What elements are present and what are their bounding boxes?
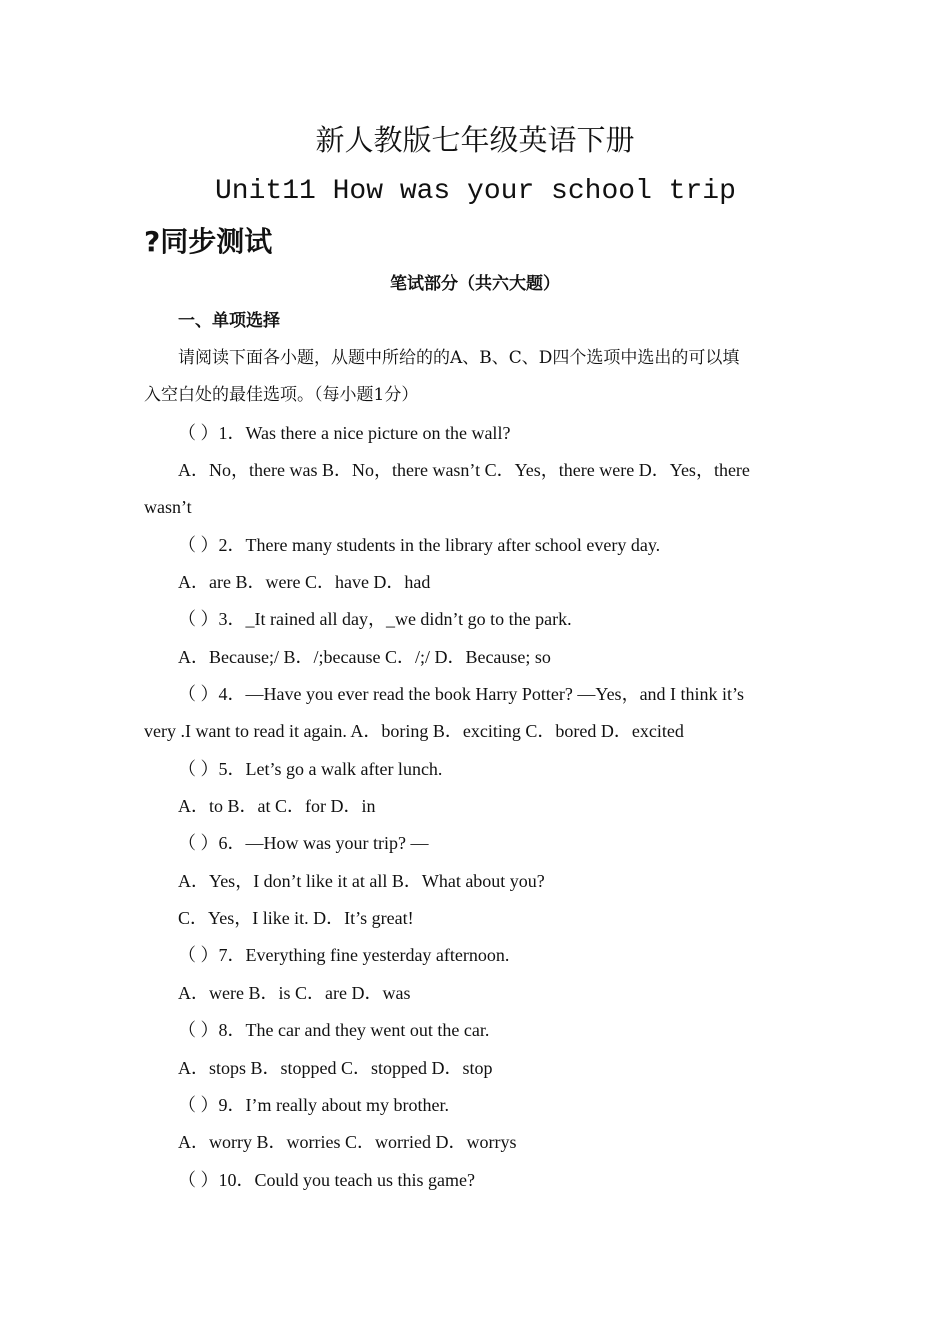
options-8: A．stops B．stopped C．stopped D．stop: [178, 1058, 493, 1078]
question-10: （ ）10．Could you teach us this game?: [178, 1170, 475, 1190]
options-1-continued: wasn’t: [144, 497, 192, 517]
options-5: A．to B．at C．for D．in: [178, 796, 376, 816]
section-subtitle: 笔试部分（共六大题）: [390, 274, 560, 294]
question-1: （ ）1．Was there a nice picture on the wall?: [178, 423, 511, 443]
section-heading: 一、单项选择: [178, 311, 280, 331]
question-4: （ ）4．—Have you ever read the book Harry Potter? —Yes，and I think it’s: [178, 684, 745, 704]
options-9: A．worry B．worries C．worried D．worrys: [178, 1132, 517, 1152]
options-3: A．Because;/ B．/;because C．/;/ D．Because; so: [178, 647, 551, 667]
question-3: （ ）3．_It rained all day，_we didn’t go to the park.: [178, 609, 572, 629]
options-7: A．were B．is C．are D．was: [178, 983, 411, 1003]
question-6: （ ）6．—How was your trip? —: [178, 833, 429, 853]
document-title-chinese: 新人教版七年级英语下册: [315, 123, 635, 157]
question-9: （ ）9．I’m really about my brother.: [178, 1095, 449, 1115]
question-5: （ ）5．Let’s go a walk after lunch.: [178, 759, 443, 779]
options-6-ab: A．Yes，I don’t like it at all B．What about you?: [178, 871, 545, 891]
document-title-suffix: ?同步测试: [144, 225, 273, 258]
options-1: A．No，there was B．No，there wasn’t C．Yes，there were D．Yes，there: [178, 460, 750, 480]
instruction-line-2: 入空白处的最佳选项。（每小题1分）: [144, 385, 419, 405]
question-2: （ ）2．There many students in the library after school every day.: [178, 535, 661, 555]
question-4-continued: very .I want to read it again. A．boring B．exciting C．bored D．excited: [144, 721, 684, 741]
question-8: （ ）8．The car and they went out the car.: [178, 1020, 490, 1040]
document-title-english: Unit11 How was your school trip: [215, 176, 736, 207]
instruction-line-1: 请阅读下面各小题，从题中所给的的A、B、C、D四个选项中选出的可以填: [178, 348, 740, 368]
options-6-cd: C．Yes，I like it. D．It’s great!: [178, 908, 414, 928]
options-2: A．are B．were C．have D．had: [178, 572, 431, 592]
question-7: （ ）7．Everything fine yesterday afternoon.: [178, 945, 510, 965]
